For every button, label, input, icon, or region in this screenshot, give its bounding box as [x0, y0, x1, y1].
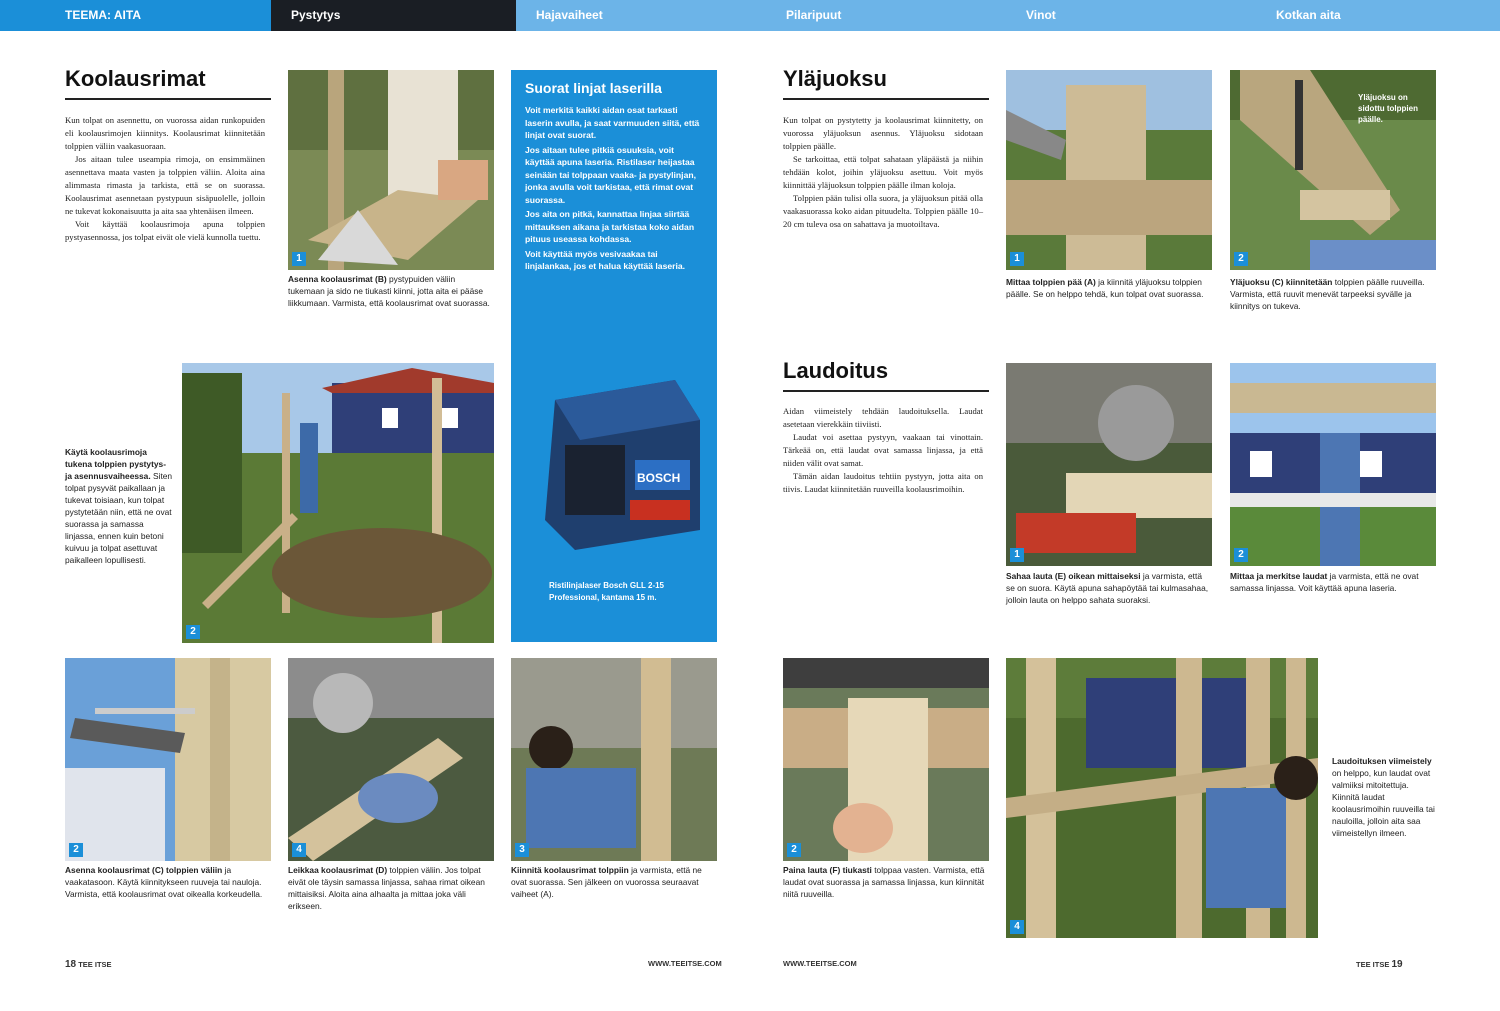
photo-garden-fence — [182, 363, 494, 643]
sidebar-paragraph: Jos aita on pitkä, kannattaa linjaa siirtää mittauksen aikana ja tarkistaa koko aidan pituus useassa kohdassa. — [525, 209, 695, 244]
photo-drill-post — [65, 658, 271, 861]
caption-bold: Leikkaa koolausrimat (D) — [288, 865, 388, 875]
right-body-text-2 — [783, 405, 983, 496]
caption-step-3 — [65, 864, 271, 900]
caption-bold: Laudoituksen viimeistely — [1332, 756, 1432, 766]
right-paragraph: Kun tolpat on pystytetty ja koolausrimat kiinnitetty, on vuorossa yläjuoksun asennus. Yläjuoksu sidotaan tolppien päälle. — [783, 115, 983, 151]
footer-brand-right: TEE ITSE — [1356, 960, 1390, 969]
product-brand: BOSCH — [637, 471, 681, 485]
sidebar-paragraph: Voit merkitä kaikki aidan osat tarkasti laserin avulla, ja saat varmuuden siitä, että linjat ovat suorat. — [525, 105, 700, 140]
caption-bold: Asenna koolausrimat (B) — [288, 274, 387, 284]
sidebar-title: Suorat linjat laserilla — [525, 80, 662, 96]
sidebar-product-caption: Ristilinjalaser Bosch GLL 2-15 Professional, kantama 15 m. — [549, 581, 665, 602]
caption-right-step-6 — [1332, 755, 1436, 839]
caption-right-step-2 — [1230, 276, 1436, 312]
caption-bold: Mittaa tolppien pää (A) — [1006, 277, 1096, 287]
sidebar-text — [525, 104, 703, 273]
footer-left — [65, 959, 112, 970]
photo-saw-board — [288, 658, 494, 861]
nav-edge — [0, 0, 45, 31]
caption-bold: Mittaa ja merkitse laudat — [1230, 571, 1328, 581]
laser-level-image — [525, 360, 705, 560]
photo-fence-rail-1 — [288, 70, 494, 270]
laser-sidebar — [511, 70, 717, 642]
sidebar-paragraph: Voit käyttää myös vesivaakaa tai linjalankaa, jos et halua käyttää laseria. — [525, 248, 686, 271]
photo-number: 2 — [186, 625, 200, 639]
heading-laudoitus: Laudoitus — [783, 358, 989, 392]
footer-right — [1356, 959, 1403, 970]
nav-tab-3[interactable]: Hajavaiheet — [536, 8, 603, 22]
top-nav — [0, 0, 1500, 31]
caption-text: on helppo, kun laudat ovat valmiiksi mitoitettuja. Kiinnitä laudat koolausrimoihin ruuveilla tai nauloilla, jolloin aita saa viimeistellyn ilmeen. — [1332, 768, 1435, 838]
caption-text: ja varmista, että ne ovat suorassa. Sen jälkeen on vuorossa seuraavat vaiheet (A). — [511, 865, 702, 899]
caption-text: Siten tolpat pysyvät paikallaan ja tukevat toisiaan, kun tolpat pystytetään niin, että ne ovat suorassa ja samassa linjassa, ennen kuin betoni kuivuu ja tolpat asettuvat paikalleen lopullisesti. — [65, 471, 173, 565]
photo-post-top-2 — [1230, 70, 1436, 270]
photo-number: 2 — [1234, 252, 1248, 266]
footer-url-left[interactable]: WWW.TEEITSE.COM — [648, 959, 722, 968]
right-paragraph: Laudat voi asettaa pystyyn, vaakaan tai vinottain. Tärkeää on, että laudat ovat samassa linjassa, ja että niiden välit ovat samat. — [783, 432, 983, 468]
caption-bold: Sahaa lauta (E) oikean mittaiseksi — [1006, 571, 1141, 581]
caption-step-5 — [511, 864, 717, 900]
nav-tab-5[interactable]: Vinot — [1026, 8, 1056, 22]
left-paragraph: Jos aitaan tulee useampia rimoja, on ensimmäinen asennettava maata vasten ja tolppien väliin. Aloita aina alimmasta rimasta ja tarkista, että se on suorassa. Koolausrimat asennetaan pystypuun sisäpuolelle, jolloin ne tukevat kokonaisuutta ja aita saa yhtenäisen ilmeen. — [65, 154, 265, 216]
photo-worker-post — [511, 658, 717, 861]
caption-bold: Käytä koolausrimoja tukena tolppien pystytys- ja asennusvaiheessa. — [65, 447, 166, 481]
page-number-left: 18 — [65, 959, 77, 970]
photo-number: 4 — [1010, 920, 1024, 934]
left-body-text — [65, 114, 265, 244]
heading-ylajuoksu: Yläjuoksu — [783, 66, 989, 100]
photo-callout: Yläjuoksu on sidottu tolppien päälle. — [1358, 93, 1418, 124]
photo-number: 1 — [1010, 252, 1024, 266]
caption-right-step-5 — [783, 864, 989, 900]
caption-text: tolppien väliin. Jos tolpat eivät ole täysin samassa linjassa, sahaa rimat oikean mittaisiksi. Aloita aina alhaalta ja mittaa joka väli erikseen. — [288, 865, 485, 911]
nav-tab-2[interactable]: Pystytys — [271, 0, 516, 31]
caption-bold: Kiinnitä koolausrimat tolppiin — [511, 865, 629, 875]
footer-url-right[interactable]: WWW.TEEITSE.COM — [783, 959, 857, 968]
right-paragraph: Aidan viimeistely tehdään laudoituksella. Laudat asetetaan vierekkäin tiiviisti. — [783, 406, 983, 429]
caption-bold: Paina lauta (F) tiukasti — [783, 865, 872, 875]
photo-fence-boarding — [1006, 658, 1318, 938]
caption-step-1 — [288, 273, 494, 309]
right-paragraph: Tämän aidan laudoitus tehtiin pystyyn, jotta aita on tiivis. Laudat kiinnitetään ruuveilla koolausrimoihin. — [783, 471, 983, 494]
sidebar-paragraph: Jos aitaan tulee pitkiä osuuksia, voit käyttää apuna laseria. Ristilaser heijastaa seinään tai tolppaan vaaka- ja pystylinjan, jonka avulla voit tarkistaa, että rimat ovat suorassa. — [525, 144, 696, 205]
right-paragraph: Tolppien pään tulisi olla suora, ja yläjuoksun pitää olla vaakasuorassa koko aidan pituudelta. Tolppien päälle 10–20 cm tuleva osa on sahattava ja muotoiltava. — [783, 193, 983, 229]
photo-board-press — [783, 658, 989, 861]
caption-text: pystypuiden väliin tukemaan ja sido ne tiukasti kiinni, jotta aita ei pääse liikkumaan. Varmista, että koolausrimat ovat suorassa. — [288, 274, 490, 308]
right-body-text-1 — [783, 114, 983, 231]
heading-koolausrimat: Koolausrimat — [65, 66, 271, 100]
page-number-right: 19 — [1391, 959, 1403, 970]
caption-text: ja varmista, että se on suora. Käytä apuna sahapöytää tai kulmasahaa, jolloin lauta on helppo sahata suoraksi. — [1006, 571, 1209, 605]
photo-number: 2 — [787, 843, 801, 857]
photo-number: 2 — [69, 843, 83, 857]
caption-text: tolppien päälle ruuveilla. Varmista, että ruuvit menevät tarpeeksi syvälle ja kiinnitys on tukeva. — [1230, 277, 1425, 311]
caption-text: ja vaakatasoon. Käytä kiinnitykseen ruuveja tai nauloja. Varmista, että koolausrimat ovat oikealla korkeudella. — [65, 865, 263, 899]
caption-right-step-4 — [1230, 570, 1436, 594]
caption-text: ja varmista, että ne ovat samassa linjassa. Voit käyttää apuna laseria. — [1230, 571, 1419, 593]
caption-step-2 — [65, 446, 175, 566]
left-paragraph: Kun tolpat on asennettu, on vuorossa aidan runkopuiden eli koolausrimojen kiinnitys. Koolausrimat kiinnitetään tolppien väliin vaakasuoraan. — [65, 115, 265, 151]
caption-right-step-3 — [1006, 570, 1212, 606]
photo-number: 4 — [292, 843, 306, 857]
caption-bold: Yläjuoksu (C) kiinnitetään — [1230, 277, 1333, 287]
photo-saw-table — [1006, 363, 1212, 566]
caption-step-4 — [288, 864, 494, 912]
nav-tab-1[interactable]: TEEMA: AITA — [45, 0, 271, 31]
photo-number: 2 — [1234, 548, 1248, 562]
nav-tab-4[interactable]: Pilaripuut — [786, 8, 842, 22]
caption-bold: Asenna koolausrimat (C) tolppien väliin — [65, 865, 223, 875]
footer-brand-left: TEE ITSE — [78, 960, 112, 969]
caption-text: ja kiinnitä yläjuoksu tolppien päälle. Se on helppo tehdä, kun tolpat ovat suorassa. — [1006, 277, 1204, 299]
photo-number: 1 — [292, 252, 306, 266]
caption-right-step-1 — [1006, 276, 1212, 300]
photo-number: 1 — [1010, 548, 1024, 562]
nav-tab-6[interactable]: Kotkan aita — [1276, 8, 1341, 22]
caption-text: tolppaa vasten. Varmista, että laudat ovat suorassa ja samassa linjassa, kun kiinnität niitä ruuveilla. — [783, 865, 985, 899]
photo-post-top-1 — [1006, 70, 1212, 270]
right-paragraph: Se tarkoittaa, että tolpat sahataan yläpäästä ja niihin tehdään kolot, joihin yläjuoksu asettuu. Voit myös kiinnittää yläjuoksun tolppien päälle ilman koloja. — [783, 154, 983, 190]
left-paragraph: Voit käyttää koolausrimoja apuna tolppien pystyasennossa, jos tolpat eivät ole vielä kunnolla tuettu. — [65, 219, 265, 242]
photo-mark-boards — [1230, 363, 1436, 566]
photo-number: 3 — [515, 843, 529, 857]
